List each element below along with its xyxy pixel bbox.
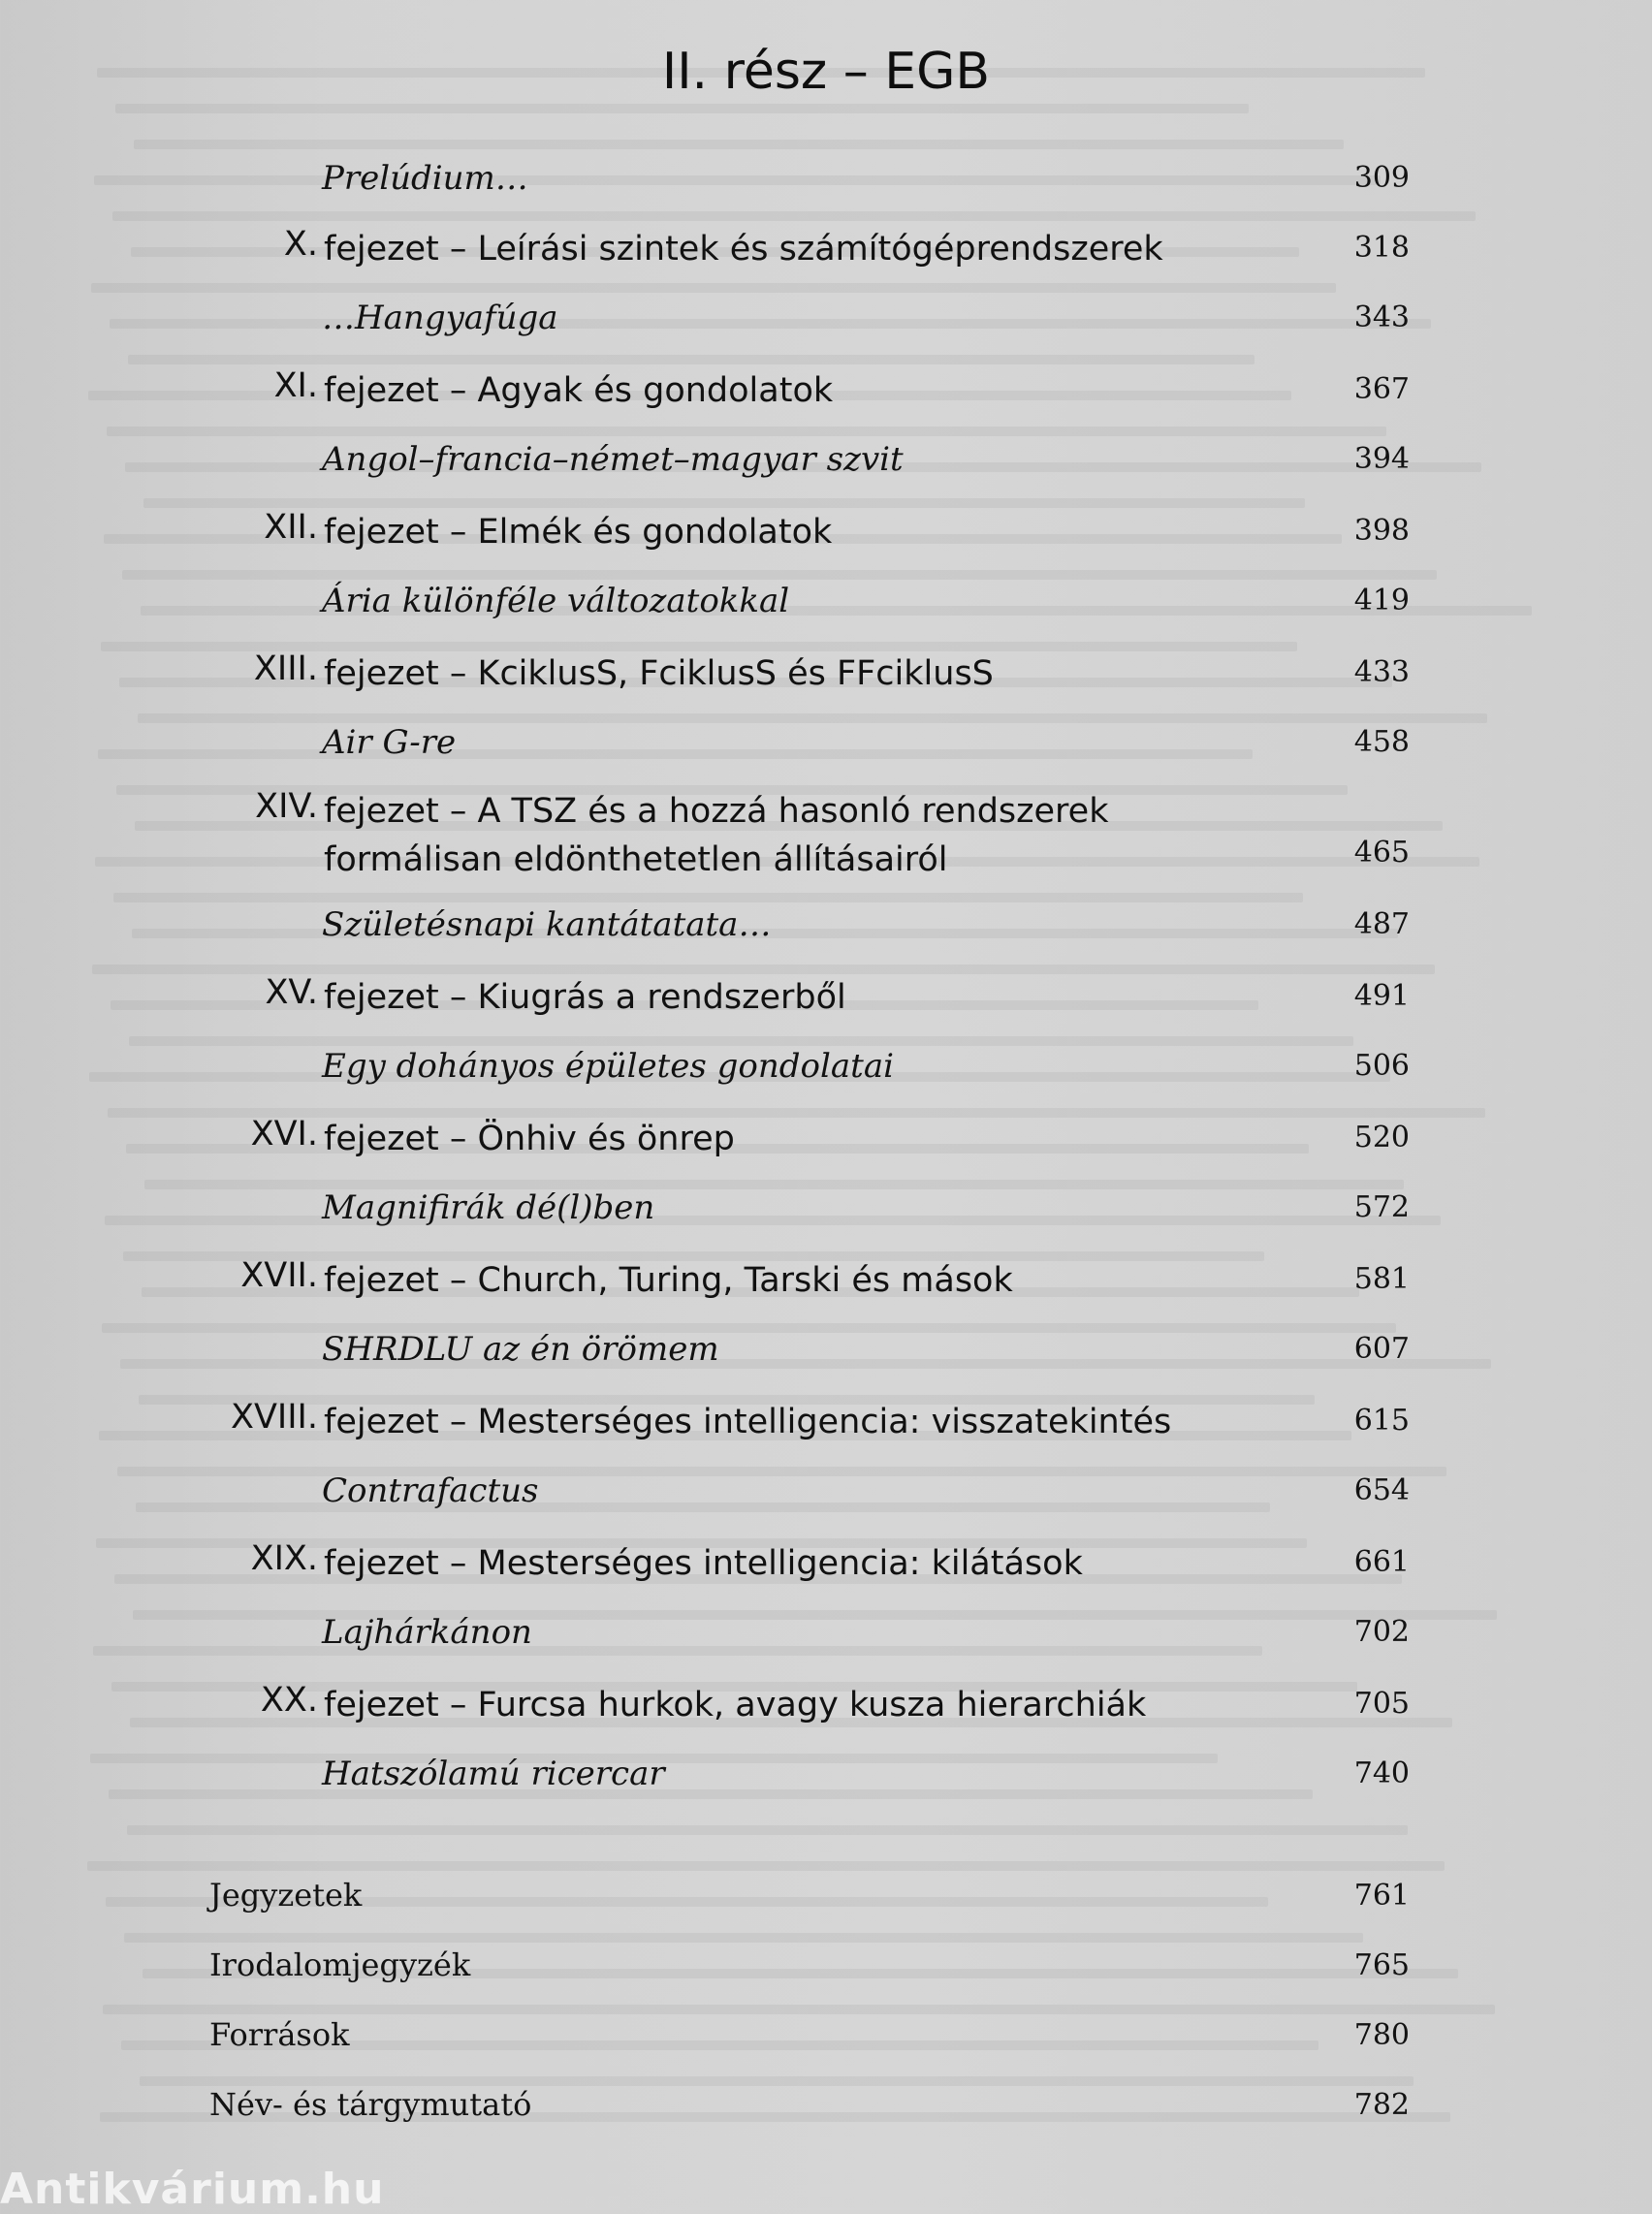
toc-chapter-entry bbox=[0, 781, 1652, 879]
page-number: 394 bbox=[1353, 442, 1410, 476]
dialogue-title: Prelúdium… bbox=[322, 159, 528, 198]
part-title: II. rész – EGB bbox=[661, 43, 991, 101]
page-number: 661 bbox=[1353, 1545, 1410, 1579]
chapter-title: fejezet – Elmék és gondolatok bbox=[324, 513, 833, 552]
page-number: 761 bbox=[1353, 1879, 1410, 1913]
chapter-number: XVI. bbox=[250, 1115, 318, 1154]
chapter-title: fejezet – Leírási szintek és számítógéprendszerek bbox=[324, 230, 1163, 269]
back-matter-title: Jegyzetek bbox=[209, 1877, 363, 1914]
chapter-number: XIV. bbox=[255, 787, 318, 826]
toc-dialogue-entry bbox=[0, 1599, 1652, 1658]
dialogue-title: Hatszólamú ricercar bbox=[322, 1755, 665, 1793]
toc-chapter-entry bbox=[0, 1530, 1652, 1588]
dialogue-title: SHRDLU az én örömem bbox=[322, 1330, 719, 1369]
chapter-number: XI. bbox=[273, 366, 318, 405]
chapter-number: XV. bbox=[265, 973, 318, 1012]
toc-chapter-entry bbox=[0, 1671, 1652, 1729]
back-matter-entry bbox=[0, 1863, 1652, 1921]
back-matter-entry bbox=[0, 2003, 1652, 2061]
toc-dialogue-entry bbox=[0, 145, 1652, 204]
toc-chapter-entry bbox=[0, 1105, 1652, 1163]
dialogue-title: Angol–francia–német–magyar szvit bbox=[322, 440, 904, 479]
toc-dialogue-entry bbox=[0, 1458, 1652, 1516]
chapter-title: fejezet – Agyak és gondolatok bbox=[324, 371, 834, 410]
toc-chapter-entry bbox=[0, 498, 1652, 556]
back-matter-title: Név- és tárgymutató bbox=[209, 2086, 532, 2123]
toc-chapter-entry bbox=[0, 964, 1652, 1022]
toc-chapter-entry bbox=[0, 640, 1652, 698]
dialogue-title: Ária különféle változatokkal bbox=[322, 582, 790, 620]
toc-dialogue-entry bbox=[0, 285, 1652, 343]
page-number: 458 bbox=[1353, 725, 1410, 759]
page-number: 705 bbox=[1353, 1687, 1410, 1721]
chapter-number: X. bbox=[283, 225, 318, 264]
toc-dialogue-entry bbox=[0, 1033, 1652, 1091]
page-number: 491 bbox=[1353, 979, 1410, 1013]
dialogue-title: Magnifirák dé(l)ben bbox=[322, 1188, 655, 1227]
page-number: 506 bbox=[1353, 1049, 1410, 1083]
chapter-title: fejezet – A TSZ és a hozzá hasonló rendszerek bbox=[324, 792, 1109, 831]
page-number: 782 bbox=[1353, 2088, 1410, 2122]
page-number: 367 bbox=[1353, 372, 1410, 406]
toc-chapter-entry bbox=[0, 215, 1652, 273]
page-number: 343 bbox=[1353, 300, 1410, 334]
chapter-title: fejezet – Mesterséges intelligencia: kilátások bbox=[324, 1544, 1083, 1583]
chapter-title: fejezet – Church, Turing, Tarski és mások bbox=[324, 1261, 1013, 1300]
chapter-number: XX. bbox=[260, 1681, 318, 1720]
dialogue-title: Air G-re bbox=[322, 723, 457, 762]
dialogue-title: Születésnapi kantátatata… bbox=[322, 905, 772, 944]
back-matter-entry bbox=[0, 1933, 1652, 1991]
chapter-title: fejezet – Önhiv és önrep bbox=[324, 1120, 735, 1158]
page-number: 419 bbox=[1353, 584, 1410, 617]
toc-dialogue-entry bbox=[0, 1175, 1652, 1233]
page-number: 702 bbox=[1353, 1615, 1410, 1649]
toc-dialogue-entry bbox=[0, 1316, 1652, 1375]
page-number: 487 bbox=[1353, 907, 1410, 941]
page-number: 654 bbox=[1353, 1473, 1410, 1507]
dialogue-title: Lajhárkánon bbox=[322, 1613, 532, 1652]
page-number: 520 bbox=[1353, 1121, 1410, 1154]
page-number: 740 bbox=[1353, 1756, 1410, 1790]
toc-chapter-entry bbox=[0, 1388, 1652, 1446]
page-number: 572 bbox=[1353, 1190, 1410, 1224]
back-matter-title: Irodalomjegyzék bbox=[209, 1946, 471, 1983]
back-matter-title: Források bbox=[209, 2016, 350, 2053]
toc-dialogue-entry bbox=[0, 710, 1652, 768]
toc-chapter-entry bbox=[0, 357, 1652, 415]
page-number: 581 bbox=[1353, 1262, 1410, 1296]
page-number: 309 bbox=[1353, 161, 1410, 195]
chapter-title-line2: formálisan eldönthetetlen állításairól bbox=[324, 840, 948, 879]
chapter-number: XVII. bbox=[240, 1256, 318, 1295]
chapter-number: XVIII. bbox=[230, 1398, 318, 1437]
page-number: 398 bbox=[1353, 514, 1410, 548]
chapter-title: fejezet – Furcsa hurkok, avagy kusza hierarchiák bbox=[324, 1686, 1147, 1724]
toc-dialogue-entry bbox=[0, 427, 1652, 485]
page-number: 607 bbox=[1353, 1332, 1410, 1366]
chapter-number: XIII. bbox=[253, 649, 318, 688]
chapter-number: XIX. bbox=[250, 1539, 318, 1578]
dialogue-title: …Hangyafúga bbox=[322, 299, 558, 337]
back-matter-entry bbox=[0, 2072, 1652, 2131]
dialogue-title: Contrafactus bbox=[322, 1471, 539, 1510]
watermark: Antikvárium.hu bbox=[0, 2165, 385, 2214]
page-number: 465 bbox=[1353, 836, 1410, 870]
chapter-title: fejezet – KciklusS, FciklusS és FFciklusS bbox=[324, 654, 994, 693]
toc-dialogue-entry bbox=[0, 1741, 1652, 1799]
chapter-title: fejezet – Kiugrás a rendszerből bbox=[324, 978, 846, 1017]
page-number: 780 bbox=[1353, 2018, 1410, 2052]
toc-chapter-entry bbox=[0, 1247, 1652, 1305]
page-number: 765 bbox=[1353, 1948, 1410, 1982]
chapter-number: XII. bbox=[264, 508, 318, 547]
page-number: 433 bbox=[1353, 655, 1410, 689]
page-number: 318 bbox=[1353, 231, 1410, 265]
dialogue-title: Egy dohányos épületes gondolatai bbox=[322, 1047, 894, 1086]
page-number: 615 bbox=[1353, 1404, 1410, 1438]
toc-dialogue-entry bbox=[0, 568, 1652, 626]
toc-dialogue-entry bbox=[0, 892, 1652, 950]
chapter-title: fejezet – Mesterséges intelligencia: visszatekintés bbox=[324, 1403, 1172, 1441]
